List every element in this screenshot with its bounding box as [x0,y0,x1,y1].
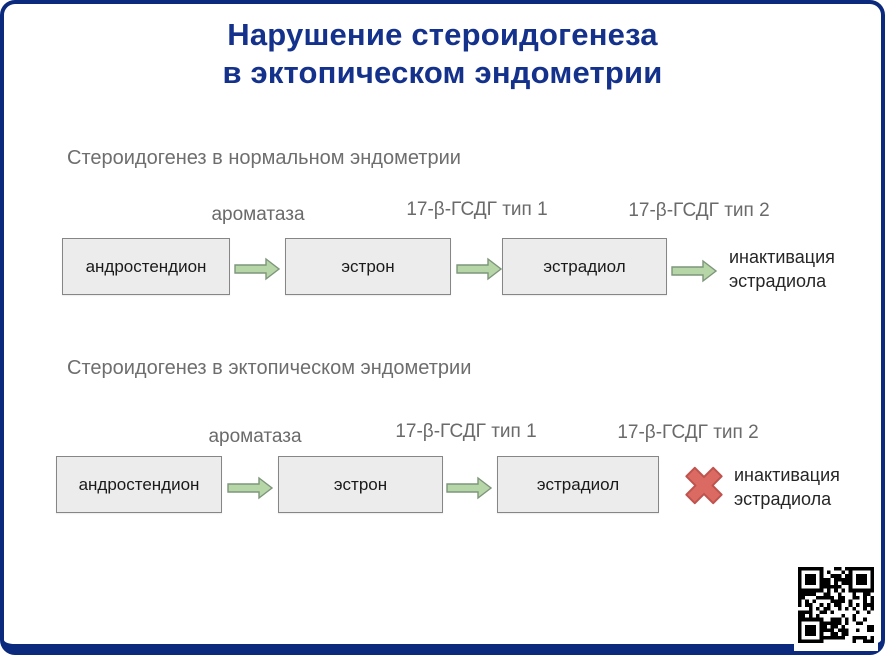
qr-code [798,567,874,643]
flow-arrow-icon [446,476,492,500]
substrate-box-estrone: эстрон [285,238,451,295]
flow-arrow-icon [227,476,273,500]
result-label [734,463,840,511]
enzyme-label-aromatase: ароматаза [211,204,305,225]
result-label [729,245,835,293]
result-line-2: эстрадиола [729,271,827,291]
section-heading: Стероидогенез в нормальном эндометрии [67,147,461,169]
section-heading: Стероидогенез в эктопическом эндометрии [67,357,472,379]
enzyme-label-hsd-type-1: 17-β-ГСДГ тип 1 [395,421,537,442]
flow-arrow-icon [234,257,280,281]
blocked-cross-icon [682,462,726,509]
flow-arrow-icon [456,257,502,281]
substrate-box-estradiol: эстрадиол [502,238,667,295]
title-line-1: Нарушение стероидогенеза [227,17,658,52]
enzyme-label-aromatase: ароматаза [208,426,302,447]
enzyme-label-hsd-type-2: 17-β-ГСДГ тип 2 [617,422,759,443]
substrate-box-estrone: эстрон [278,456,443,513]
result-line-1: инактивация [729,247,835,267]
substrate-box-androstenedione: андростендион [62,238,230,295]
page-title [0,16,885,92]
substrate-box-estradiol: эстрадиол [497,456,659,513]
flow-arrow-icon [671,259,717,283]
enzyme-label-hsd-type-2: 17-β-ГСДГ тип 2 [628,200,770,221]
title-line-2: в эктопическом эндометрии [222,55,663,90]
enzyme-label-hsd-type-1: 17-β-ГСДГ тип 1 [406,199,548,220]
substrate-box-androstenedione: андростендион [56,456,222,513]
result-line-2: эстрадиола [734,489,832,509]
qr-code-container [794,561,878,651]
result-line-1: инактивация [734,465,840,485]
